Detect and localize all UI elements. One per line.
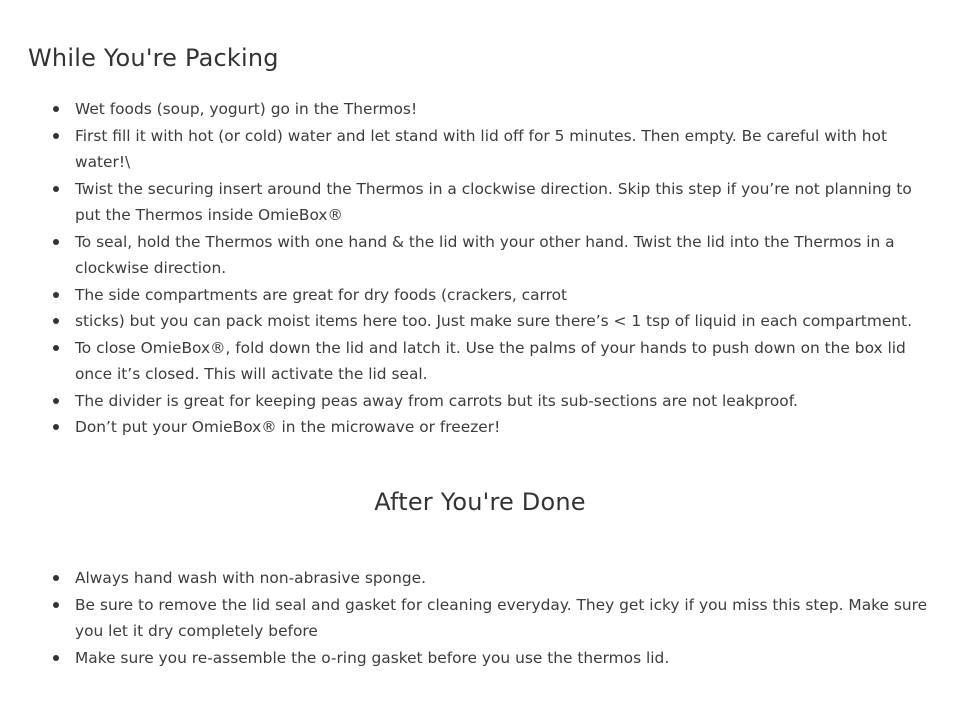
- list-item-text: The side compartments are great for dry foods (crackers, carrot: [75, 285, 568, 304]
- list-item: [0, 388, 960, 415]
- list-item: [0, 282, 960, 309]
- bullet-icon: [53, 106, 59, 112]
- list-item: [0, 414, 960, 441]
- list-item: [0, 592, 960, 645]
- list-item: [0, 335, 960, 388]
- done-list: [0, 565, 960, 671]
- list-item: [0, 123, 960, 176]
- list-item-text: Wet foods (soup, yogurt) go in the Thermos!: [75, 100, 418, 118]
- list-item-text: To seal, hold the Thermos with one hand & the lid with your other hand. Twist the lid into the Thermos in a clockwise direction.: [75, 232, 895, 277]
- list-item-text: First fill it with hot (or cold) water and let stand with lid off for 5 minutes. Then empty. Be careful with hot water!\: [75, 126, 887, 171]
- bullet-icon: [53, 133, 59, 139]
- list-item-text: Make sure you re-assemble the o-ring gasket before you use the thermos lid.: [75, 648, 670, 667]
- bullet-icon: [53, 318, 59, 324]
- list-item-text: sticks) but you can pack moist items here too. Just make sure there’s < 1 tsp of liquid in each compartment.: [75, 312, 912, 330]
- done-heading: After You're Done: [374, 488, 586, 516]
- packing-heading: While You're Packing: [28, 44, 279, 72]
- bullet-icon: [53, 186, 59, 192]
- list-item-text: Twist the securing insert around the Thermos in a clockwise direction. Skip this step if you’re not planning to put the Thermos inside OmieBox®: [75, 179, 912, 224]
- list-item-text: The divider is great for keeping peas away from carrots but its sub-sections are not leakproof.: [75, 391, 798, 410]
- list-item-text: Always hand wash with non-abrasive sponge.: [75, 569, 426, 587]
- bullet-icon: [53, 398, 59, 404]
- list-item: [0, 308, 960, 335]
- list-item: [0, 96, 960, 123]
- bullet-icon: [53, 424, 59, 430]
- list-item-text: To close OmieBox®, fold down the lid and latch it. Use the palms of your hands to push down on the box lid once it’s closed. This will activate the lid seal.: [75, 338, 906, 383]
- list-item: [0, 565, 960, 592]
- bullet-icon: [53, 239, 59, 245]
- bullet-icon: [53, 575, 59, 581]
- packing-list: [0, 96, 960, 441]
- list-item-text: Be sure to remove the lid seal and gasket for cleaning everyday. They get icky if you miss this step. Make sure you let it dry completely before: [75, 595, 928, 640]
- list-item: [0, 645, 960, 672]
- bullet-icon: [53, 602, 59, 608]
- bullet-icon: [53, 345, 59, 351]
- bullet-icon: [53, 655, 59, 661]
- list-item-text: Don’t put your OmieBox® in the microwave or freezer!: [75, 418, 501, 436]
- bullet-icon: [53, 292, 59, 298]
- list-item: [0, 176, 960, 229]
- list-item: [0, 229, 960, 282]
